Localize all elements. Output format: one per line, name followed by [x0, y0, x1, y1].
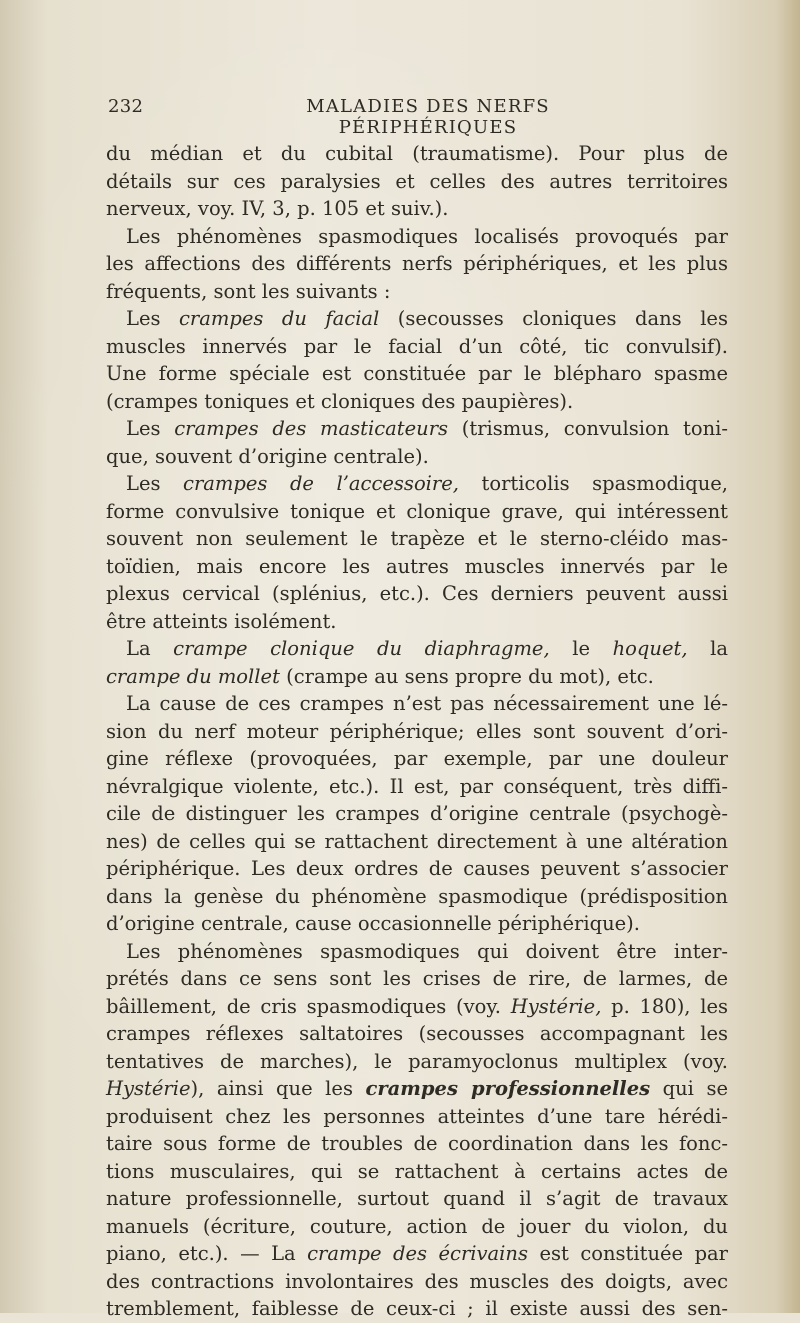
- text-line: [106, 388, 728, 416]
- text-segment: bâillement, de cris spasmodiques (voy.: [106, 994, 511, 1018]
- text-segment: torticolis spasmodique,: [458, 472, 728, 495]
- text-line: [106, 1130, 728, 1158]
- text-line: [106, 993, 728, 1021]
- text-line: [106, 333, 728, 361]
- text-line: [106, 1075, 728, 1103]
- text-segment: névralgique violente, etc.). Il est, par conséquent, très diffi-: [106, 774, 728, 798]
- text-line: [106, 1295, 728, 1323]
- text-line: [106, 855, 728, 883]
- text-segment: que, souvent d’origine centrale).: [106, 444, 429, 468]
- text-segment: crampes réflexes saltatoires (secousses accompagnant les: [106, 1022, 728, 1045]
- text-segment: (crampes toniques et cloniques des paupières).: [106, 389, 574, 413]
- text-segment: Une forme spéciale est constituée par le blépharo spasme: [106, 362, 728, 385]
- text-line: [106, 305, 728, 333]
- text-segment: produisent chez les personnes atteintes d’une tare hérédi-: [106, 1104, 728, 1128]
- text-segment: Les: [126, 307, 179, 330]
- text-line: [106, 910, 728, 938]
- text-line: [106, 1268, 728, 1296]
- text-segment: tions musculaires, qui se rattachent à certains actes de: [106, 1159, 728, 1183]
- text-segment: nes) de celles qui se rattachent directement à une altération: [106, 829, 728, 853]
- page-number: 232: [108, 96, 144, 117]
- text-segment: souvent non seulement le trapèze et le sterno-cléido mas-: [106, 527, 728, 550]
- emphasized-text: crampes professionnelles: [365, 1077, 651, 1100]
- text-segment: ), ainsi que les: [190, 1077, 366, 1100]
- text-segment: toïdien, mais encore les autres muscles innervés par le: [106, 554, 728, 578]
- text-segment: p. 180), les: [601, 994, 728, 1018]
- text-line: [106, 1213, 728, 1241]
- text-line: [106, 635, 728, 663]
- text-segment: piano, etc.). — La: [106, 1242, 308, 1265]
- text-line: [106, 525, 728, 553]
- emphasized-text: Hystérie: [106, 1077, 191, 1100]
- text-line: [106, 250, 728, 278]
- text-segment: La: [126, 637, 174, 660]
- text-segment: fréquents, sont les suivants :: [106, 279, 391, 303]
- emphasized-text: crampes des masticateurs: [174, 417, 449, 440]
- text-segment: tentatives de marches), le paramyoclonus multiplex (voy.: [106, 1049, 728, 1073]
- text-segment: plexus cervical (splénius, etc.). Ces derniers peuvent aussi: [106, 582, 728, 605]
- text-segment: le: [549, 637, 613, 660]
- text-segment: cile de distinguer les crampes d’origine centrale (psychogè-: [106, 802, 728, 825]
- text-line: [106, 608, 728, 636]
- text-line: [106, 663, 728, 691]
- text-segment: nature professionnelle, surtout quand il s’agit de travaux: [106, 1187, 728, 1210]
- text-line: [106, 718, 728, 746]
- emphasized-text: Hystérie,: [510, 994, 602, 1018]
- text-segment: les affections des différents nerfs périphériques, et les plus: [106, 252, 728, 275]
- text-segment: nerveux, voy. IV, 3, p. 105 et suiv.).: [106, 197, 449, 220]
- text-line: [106, 1020, 728, 1048]
- text-segment: d’origine centrale, cause occasionnelle périphérique).: [106, 912, 640, 935]
- running-header: [108, 96, 738, 138]
- text-segment: la: [687, 637, 728, 660]
- text-segment: Les phénomènes spasmodiques localisés provoqués par: [126, 224, 728, 248]
- text-line: [106, 553, 728, 581]
- text-line: [106, 1185, 728, 1213]
- text-segment: du médian et du cubital (traumatisme). Pour plus de: [106, 142, 728, 165]
- text-segment: (crampe au sens propre du mot), etc.: [279, 664, 654, 688]
- emphasized-text: crampe du mollet: [106, 664, 280, 688]
- text-segment: muscles innervés par le facial d’un côté, tic convulsif).: [106, 334, 728, 358]
- text-line: [106, 965, 728, 993]
- body-text: [106, 140, 728, 1323]
- text-line: [106, 443, 728, 471]
- text-line: [106, 498, 728, 526]
- text-line: [106, 883, 728, 911]
- text-segment: détails sur ces paralysies et celles des autres territoires: [106, 169, 728, 193]
- text-line: [106, 140, 728, 168]
- text-segment: qui se: [650, 1077, 729, 1100]
- text-line: [106, 800, 728, 828]
- text-line: [106, 168, 728, 196]
- text-segment: des contractions involontaires des muscles des doigts, avec: [106, 1269, 728, 1293]
- text-line: [106, 195, 728, 223]
- text-line: [106, 223, 728, 251]
- text-segment: Les phénomènes spasmodiques qui doivent être inter-: [126, 939, 728, 963]
- text-segment: forme convulsive tonique et clonique grave, qui intéressent: [106, 499, 728, 523]
- text-segment: (secousses cloniques dans les: [379, 307, 728, 330]
- text-line: [106, 690, 728, 718]
- text-segment: Les: [126, 472, 184, 495]
- text-segment: (trismus, convulsion toni-: [448, 417, 728, 440]
- text-segment: sion du nerf moteur périphérique; elles sont souvent d’ori-: [106, 719, 728, 743]
- text-line: [106, 1158, 728, 1186]
- text-line: [106, 360, 728, 388]
- text-segment: gine réflexe (provoquées, par exemple, par une douleur: [106, 747, 728, 770]
- text-segment: taire sous forme de troubles de coordination dans les fonc-: [106, 1132, 728, 1155]
- text-line: [106, 278, 728, 306]
- text-segment: périphérique. Les deux ordres de causes peuvent s’associer: [106, 857, 728, 880]
- emphasized-text: crampes de l’accessoire,: [183, 472, 459, 495]
- text-line: [106, 745, 728, 773]
- text-line: [106, 580, 728, 608]
- text-segment: Les: [126, 417, 175, 440]
- text-line: [106, 1240, 728, 1268]
- text-line: [106, 415, 728, 443]
- text-segment: prétés dans ce sens sont les crises de rire, de larmes, de: [106, 967, 728, 990]
- text-line: [106, 828, 728, 856]
- text-segment: dans la genèse du phénomène spasmodique (prédisposition: [106, 884, 728, 908]
- text-segment: tremblement, faiblesse de ceux-ci ; il existe aussi des sen-: [106, 1297, 728, 1320]
- text-segment: est constituée par: [527, 1242, 729, 1265]
- emphasized-text: crampes du facial: [179, 307, 380, 330]
- text-segment: manuels (écriture, couture, action de jouer du violon, du: [106, 1214, 728, 1238]
- running-title: MALADIES DES NERFS PÉRIPHÉRIQUES: [306, 96, 550, 138]
- emphasized-text: crampe clonique du diaphragme,: [173, 637, 550, 660]
- text-segment: La cause de ces crampes n’est pas nécessairement une lé-: [126, 692, 728, 715]
- text-line: [106, 1048, 728, 1076]
- text-segment: être atteints isolément.: [106, 609, 337, 633]
- text-line: [106, 773, 728, 801]
- text-line: [106, 938, 728, 966]
- emphasized-text: crampe des écrivains: [307, 1242, 528, 1265]
- emphasized-text: hoquet,: [612, 637, 688, 660]
- text-line: [106, 470, 728, 498]
- text-line: [106, 1103, 728, 1131]
